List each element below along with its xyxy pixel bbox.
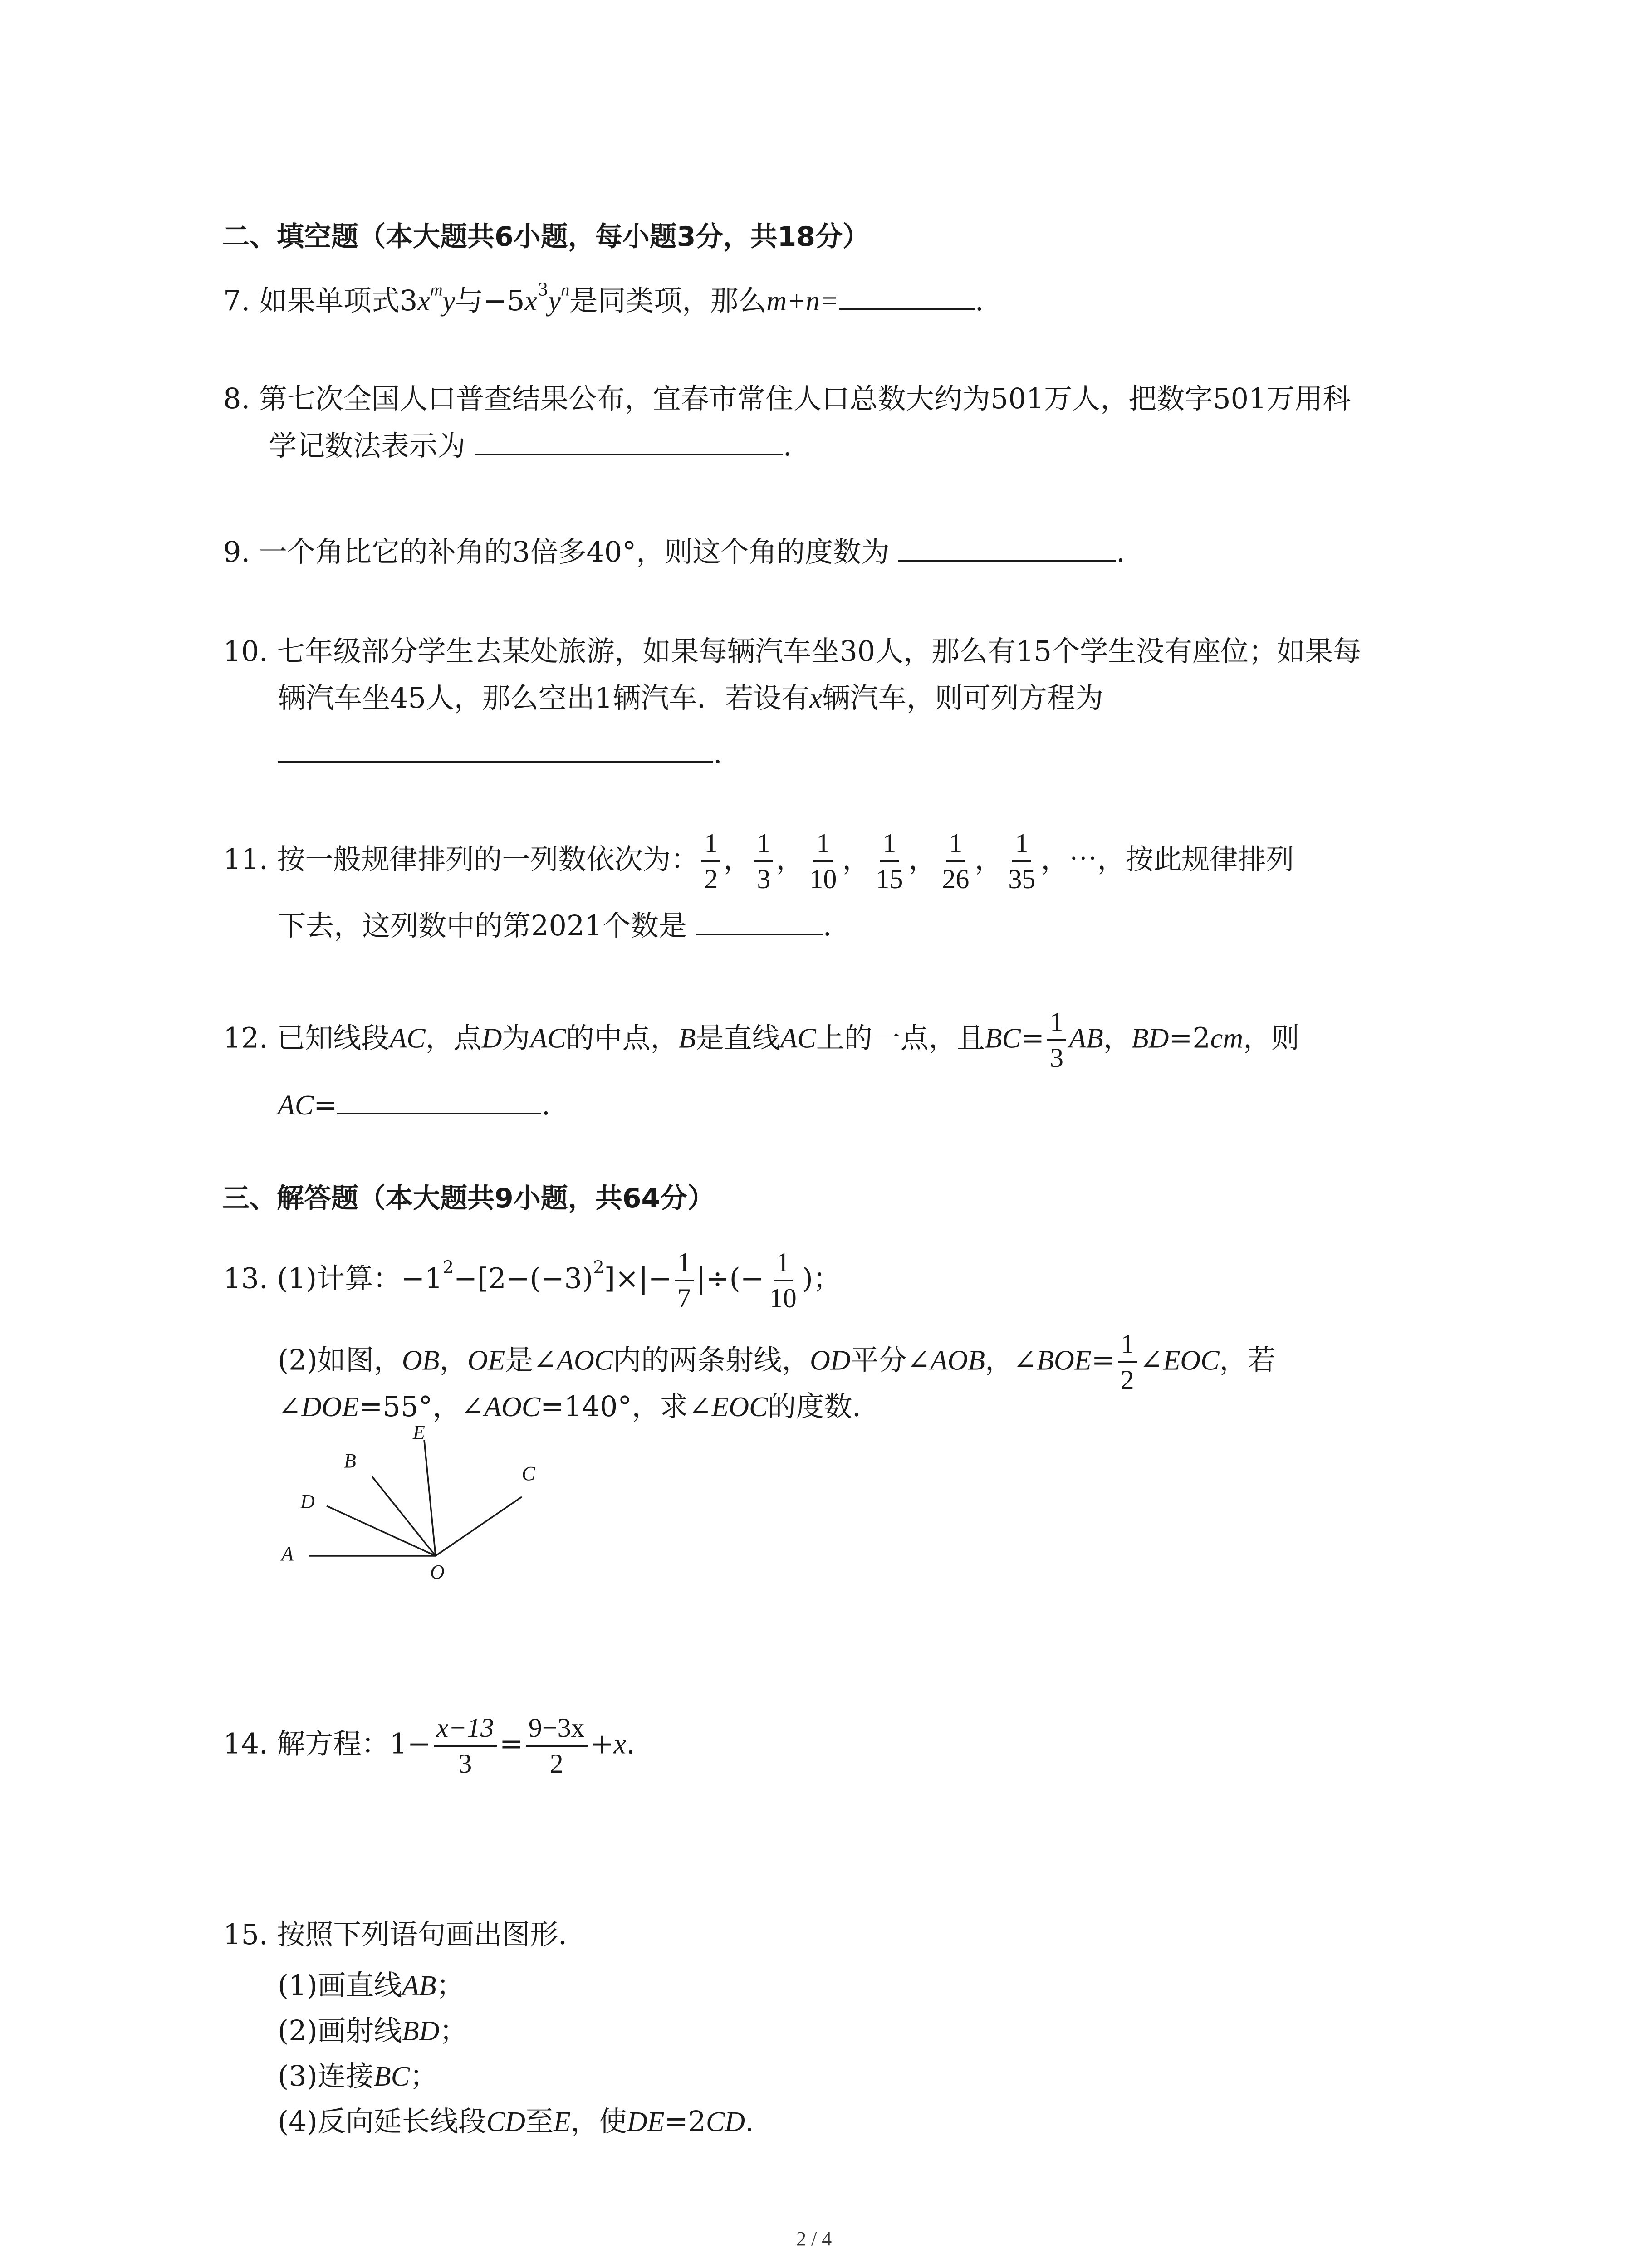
q7-mn: m+n= (766, 286, 839, 317)
q14-fraction-1: $\frac{x-13}{3}$ (434, 1713, 497, 1779)
question-10-line-1 (223, 635, 1362, 668)
question-13-part-1: 13. (1)计算：$-1^2-[2-(-3)^2]\times|-$ $\frac{1}{7}$ |÷(− $\frac{1}{10}$ )； (223, 1247, 841, 1314)
q11-text-pre: 按一般规律排列的一列数依次为： (277, 842, 699, 876)
q14-number: 14. (223, 1727, 268, 1760)
q11-line-2: 下去，这列数中的第2021个数是 (278, 909, 687, 942)
label-e: E (413, 1421, 425, 1443)
q11-number: 11. (223, 842, 268, 876)
page-number: 2 / 4 (796, 2228, 832, 2250)
q7-exp-n: n (561, 280, 570, 300)
section-3-title-text: 三、解答题（本大题共9小题，共64分） (222, 1183, 715, 1214)
question-12-line-2: AC= . (278, 1088, 550, 1121)
label-d: D (300, 1491, 315, 1513)
q7-var-y2: y (548, 286, 561, 317)
q14-fraction-2: $\frac{9-3x}{2}$ (526, 1713, 588, 1779)
q10-end: . (713, 737, 722, 770)
q12-end: . (541, 1088, 550, 1121)
question-13-part-2-line-2: ∠DOE=55°，∠AOC=140°，求∠EOC的度数． (278, 1390, 881, 1423)
q10-line-2-pre: 辆汽车坐45人，那么空出1辆汽车．若设有 (278, 681, 810, 714)
q13-number: 13. (223, 1261, 268, 1295)
question-15-step-2: (2)画射线BD； (278, 2014, 468, 2047)
q13-fraction-2: $\frac{1}{10}$ (769, 1247, 797, 1314)
q10-line-1: 七年级部分学生去某处旅游，如果每辆汽车坐30人，那么有15个学生没有座位；如果每 (277, 635, 1362, 668)
q7-answer-blank[interactable] (839, 304, 975, 310)
q8-line-2: 学记数法表示为 (269, 429, 466, 462)
question-15-step-1: (1)画直线AB； (278, 1969, 465, 2002)
question-7 (223, 279, 984, 317)
q12-answer-blank[interactable] (337, 1108, 541, 1114)
section-2-title (222, 221, 870, 253)
q11-end: . (823, 909, 832, 942)
q8-answer-blank[interactable] (475, 449, 783, 455)
q7-exp-3: 3 (537, 279, 549, 300)
question-15-step-4: (4)反向延长线段CD至E，使DE=2CD. (278, 2105, 754, 2138)
ray-ob (372, 1476, 436, 1556)
q11-fraction-3: $\frac{1}{10}$ (809, 828, 837, 894)
label-a: A (281, 1543, 294, 1565)
q11-fraction-2: $\frac{1}{3}$ (754, 828, 773, 894)
q7-end: . (975, 284, 984, 317)
question-8-line-1 (223, 382, 1351, 415)
q9-number: 9. (223, 535, 250, 568)
section-3-title (222, 1185, 715, 1212)
q10-var-x: x (809, 683, 822, 714)
q13-fraction-1: $\frac{1}{7}$ (675, 1247, 694, 1314)
q11-answer-blank[interactable] (696, 929, 823, 935)
q10-line-2-post: 辆汽车，则可列方程为 (822, 681, 1103, 714)
ray-od (327, 1506, 436, 1556)
q10-answer-blank[interactable] (278, 757, 713, 763)
q15-number: 15. (223, 1918, 268, 1951)
ray-oe (424, 1440, 436, 1556)
q11-fraction-5: $\frac{1}{26}$ (942, 828, 970, 894)
q7-text-post: 是同类项，那么 (569, 284, 767, 317)
q11-fraction-6: $\frac{1}{35}$ (1008, 828, 1036, 894)
question-15-step-3: (3)连接BC； (278, 2059, 438, 2092)
q7-number: 7. (223, 284, 250, 317)
question-13-part-2-line-1: (2)如图，OB，OE是∠AOC内的两条射线，OD平分∠AOB，∠BOE= $\frac{1}{2}$ ∠EOC，若 (278, 1329, 1276, 1395)
label-b: B (344, 1450, 356, 1472)
q8-end: . (783, 429, 792, 462)
angle-figure (268, 1420, 585, 1592)
q8-number: 8. (223, 382, 250, 415)
question-10-line-2 (278, 681, 1103, 714)
q12-line-2-ac: AC (278, 1090, 314, 1121)
q11-text-post: ，⋯，按此规律排列 (1041, 842, 1294, 876)
q13-fraction-3: $\frac{1}{2}$ (1118, 1329, 1137, 1395)
ray-oc (436, 1497, 522, 1556)
q11-fraction-4: $\frac{1}{15}$ (876, 828, 903, 894)
q9-text: 一个角比它的补角的3倍多40°，则这个角的度数为 (259, 535, 890, 568)
q7-var-x2: x (524, 286, 538, 317)
question-9 (223, 535, 1125, 568)
label-o: O (430, 1561, 445, 1583)
question-8-line-2 (269, 429, 792, 462)
question-14: 14. 解方程：1− $\frac{x-13}{3}$ = $\frac{9-3x}{2}$ +x. (223, 1713, 635, 1779)
q11-fraction-1: $\frac{1}{2}$ (701, 828, 720, 894)
question-11-line-2 (278, 909, 832, 942)
question-15-title (223, 1918, 587, 1951)
question-10-answer-line (278, 737, 722, 770)
question-11-line-1: 11. 按一般规律排列的一列数依次为： $\frac{1}{2}$ ， $\frac{1}{3}$ ， $\frac{1}{10}$ ， $\frac{1}{15}$ ， $\frac{1}{26}$ ， $\frac{1}{35}$ ，⋯，按此规律排列 (223, 828, 1294, 894)
q7-exp-m: m (430, 280, 443, 300)
section-2-title-text: 二、填空题（本大题共6小题，每小题3分，共18分） (222, 221, 870, 253)
q8-line-1: 第七次全国人口普查结果公布，宜春市常住人口总数大约为501万人，把数字501万用科 (259, 382, 1351, 415)
q9-answer-blank[interactable] (898, 555, 1116, 562)
label-c: C (522, 1462, 535, 1485)
q9-end: . (1116, 535, 1125, 568)
q15-title: 按照下列语句画出图形． (277, 1918, 587, 1951)
question-12-line-1: 12. 已知线段AC，点D为AC的中点，B是直线AC上的一点，且BC= $\frac{1}{3}$ AB，BD=2cm，则 (223, 1007, 1300, 1073)
q12-number: 12. (223, 1021, 268, 1055)
q12-fraction: $\frac{1}{3}$ (1047, 1007, 1066, 1073)
q7-var-x1: x (417, 286, 430, 317)
q7-var-y1: y (442, 286, 456, 317)
q7-text-pre: 如果单项式3 (259, 284, 418, 317)
q10-number: 10. (223, 635, 268, 668)
q7-text-mid: 与−5 (455, 284, 525, 317)
